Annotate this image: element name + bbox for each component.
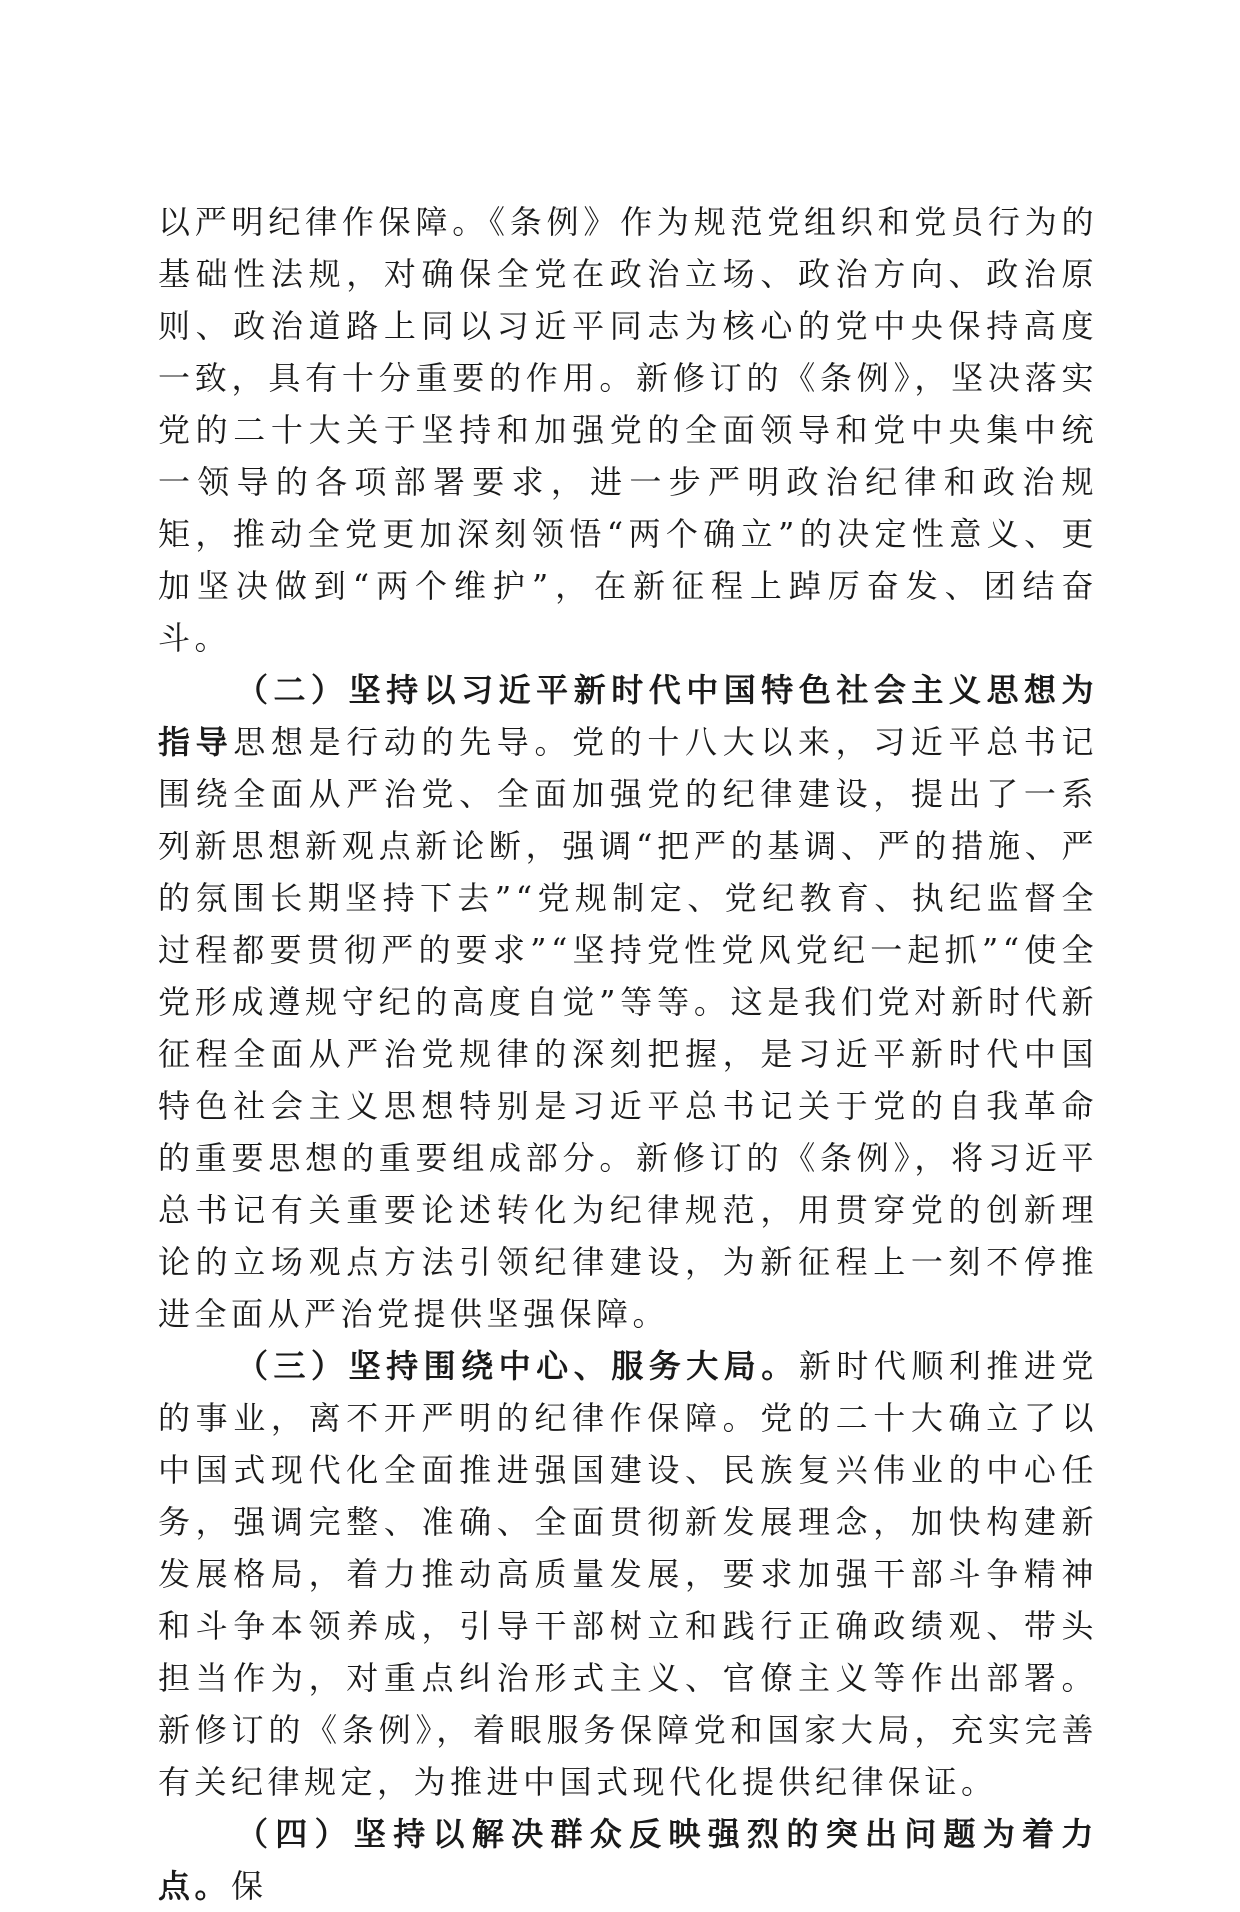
paragraph-3-text: 新时代顺利推进党的事业，离不开严明的纪律作保障。党的二十大确立了以中国式现代化全面推进强国建设、民族复兴伟业的中心任务，强调完整、准确、全面贯彻新发展理念，加快构建新发展格局，着力推动高质量发展，要求加强干部斗争精神和斗争本领养成，引导干部树立和践行正确政绩观、带头担当作为，对重点纠治形式主义、官僚主义等作出部署。新修订的《条例》，着眼服务保障党和国家大局，充实完善有关纪律规定，为推进中国式现代化提供纪律保证。 bbox=[158, 1347, 1098, 1801]
paragraph-2-text: 思想是行动的先导。党的十八大以来，习近平总书记围绕全面从严治党、全面加强党的纪律建设，提出了一系列新思想新观点新论断，强调“把严的基调、严的措施、严的氛围长期坚持下去”“党规制定、党纪教育、执纪监督全过程都要贯彻严的要求”“坚持党性党风党纪一起抓”“使全党形成遵规守纪的高度自觉”等等。这是我们党对新时代新征程全面从严治党规律的深刻把握，是习近平新时代中国特色社会主义思想特别是习近平总书记关于党的自我革命的重要思想的重要组成部分。新修订的《条例》，将习近平总书记有关重要论述转化为纪律规范，用贯穿党的创新理论的立场观点方法引领纪律建设，为新征程上一刻不停推进全面从严治党提供坚强保障。 bbox=[158, 723, 1098, 1333]
paragraph-1-text: 以严明纪律作保障。《条例》作为规范党组织和党员行为的基础性法规，对确保全党在政治立场、政治方向、政治原则、政治道路上同以习近平同志为核心的党中央保持高度一致，具有十分重要的作用。新修订的《条例》，坚决落实党的二十大关于坚持和加强党的全面领导和党中央集中统一领导的各项部署要求，进一步严明政治纪律和政治规矩，推动全党更加深刻领悟“两个确立”的决定性意义、更加坚决做到“两个维护”，在新征程上踔厉奋发、团结奋斗。 bbox=[158, 203, 1098, 657]
paragraph-3 bbox=[158, 1340, 1098, 1808]
paragraph-3-heading: （三）坚持围绕中心、服务大局。 bbox=[236, 1347, 799, 1385]
paragraph-2-heading: （二）坚持以习近平新时代中国特色社会主义思想为指导 bbox=[158, 671, 1098, 761]
paragraph-4-heading: （四）坚持以解决群众反映强烈的突出问题为着力点。 bbox=[158, 1815, 1098, 1905]
document-body bbox=[158, 196, 1098, 1912]
paragraph-2 bbox=[158, 664, 1098, 1340]
paragraph-4 bbox=[158, 1808, 1098, 1912]
paragraph-4-text: 保 bbox=[231, 1867, 268, 1905]
paragraph-1 bbox=[158, 196, 1098, 664]
